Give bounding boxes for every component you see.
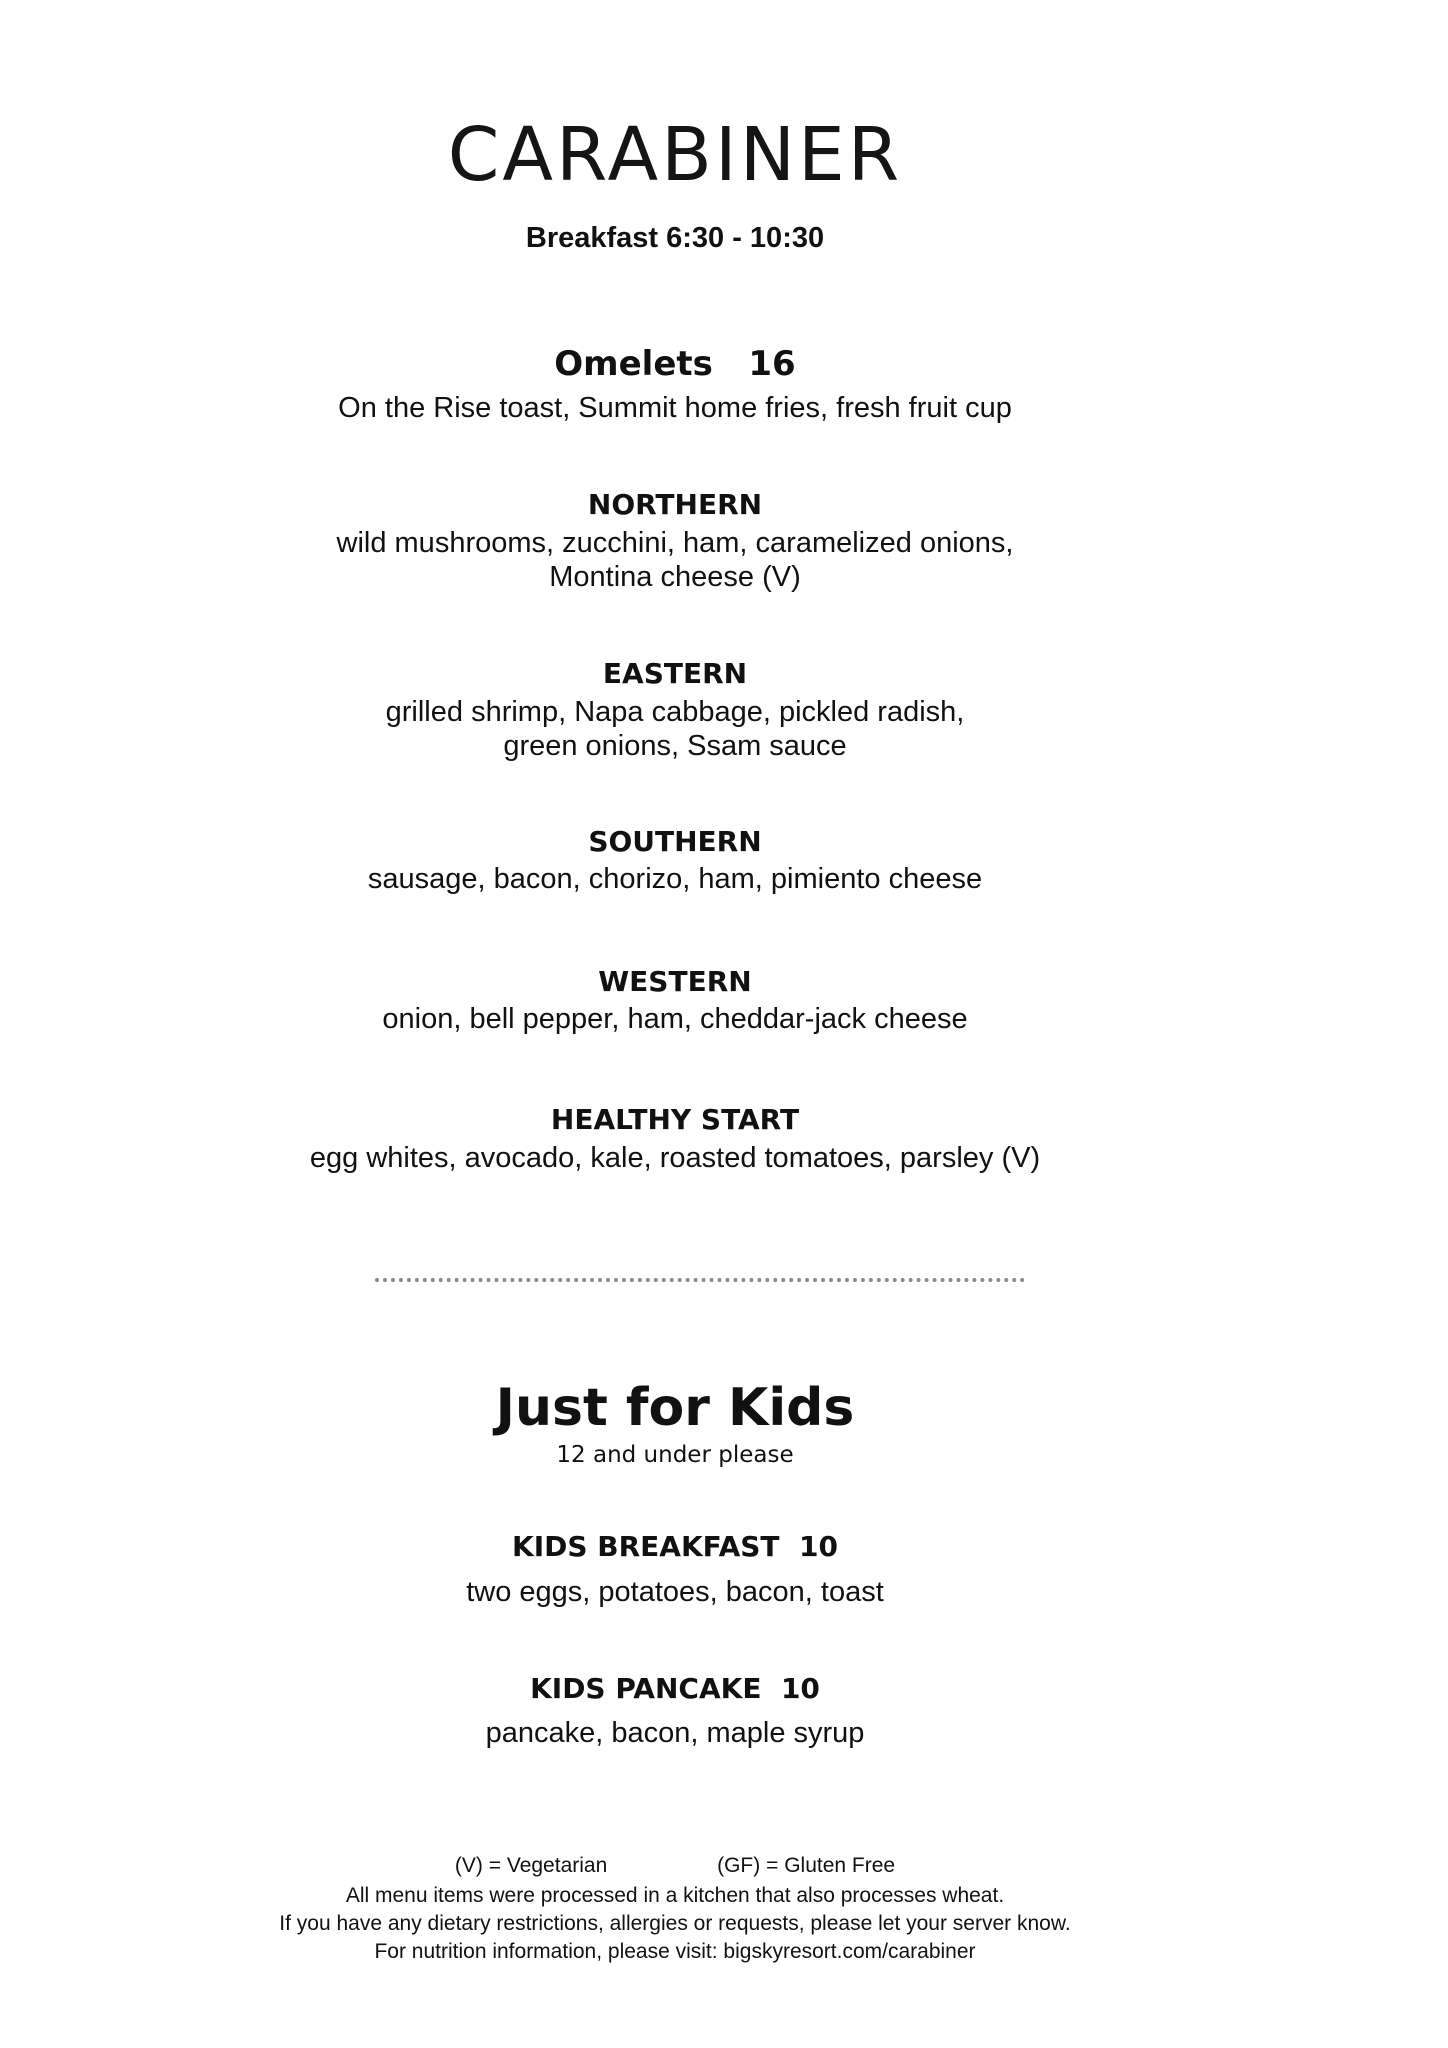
kids-title: Just for Kids: [495, 1378, 855, 1438]
legend-vegetarian: (V) = Vegetarian: [454, 1854, 608, 1877]
kids-item-name-breakfast: KIDS BREAKFAST 10: [512, 1530, 838, 1563]
omelet-desc-eastern-line1: grilled shrimp, Napa cabbage, pickled radish,: [385, 696, 965, 728]
kids-item-desc-breakfast: two eggs, potatoes, bacon, toast: [466, 1576, 884, 1608]
dietary-legend: [0, 1854, 1350, 1878]
omelet-name-southern: SOUTHERN: [588, 825, 762, 858]
restaurant-name: CARABINER: [447, 112, 903, 198]
omelet-desc-northern-line2: Montina cheese (V): [549, 561, 801, 593]
omelet-name-northern: NORTHERN: [587, 488, 763, 521]
footer-note-nutrition: For nutrition information, please visit: bigskyresort.com/carabiner: [374, 1940, 976, 1963]
omelet-desc-southern: sausage, bacon, chorizo, ham, pimiento cheese: [367, 863, 983, 895]
section-divider: [375, 1278, 1025, 1282]
kids-subtitle: 12 and under please: [556, 1442, 794, 1468]
omelet-desc-healthy-start: egg whites, avocado, kale, roasted tomatoes, parsley (V): [309, 1142, 1041, 1174]
kids-item-name-pancake: KIDS PANCAKE 10: [530, 1672, 820, 1705]
omelet-name-western: WESTERN: [598, 965, 752, 998]
footer-note-wheat: All menu items were processed in a kitchen that also processes wheat.: [345, 1884, 1005, 1907]
omelet-name-healthy-start: HEALTHY START: [550, 1103, 800, 1136]
kids-item-desc-pancake: pancake, bacon, maple syrup: [485, 1717, 865, 1749]
omelet-name-eastern: EASTERN: [602, 657, 748, 690]
omelets-subtitle: On the Rise toast, Summit home fries, fresh fruit cup: [338, 392, 1012, 424]
omelet-desc-eastern-line2: green onions, Ssam sauce: [503, 730, 847, 762]
omelet-desc-northern-line1: wild mushrooms, zucchini, ham, caramelized onions,: [336, 527, 1014, 559]
omelets-title: Omelets 16: [554, 344, 796, 384]
breakfast-hours: Breakfast 6:30 - 10:30: [525, 222, 825, 254]
legend-gluten-free: (GF) = Gluten Free: [717, 1854, 896, 1877]
omelet-desc-western: onion, bell pepper, ham, cheddar-jack cheese: [382, 1003, 968, 1035]
footer-note-allergies: If you have any dietary restrictions, allergies or requests, please let your server know.: [279, 1912, 1071, 1935]
